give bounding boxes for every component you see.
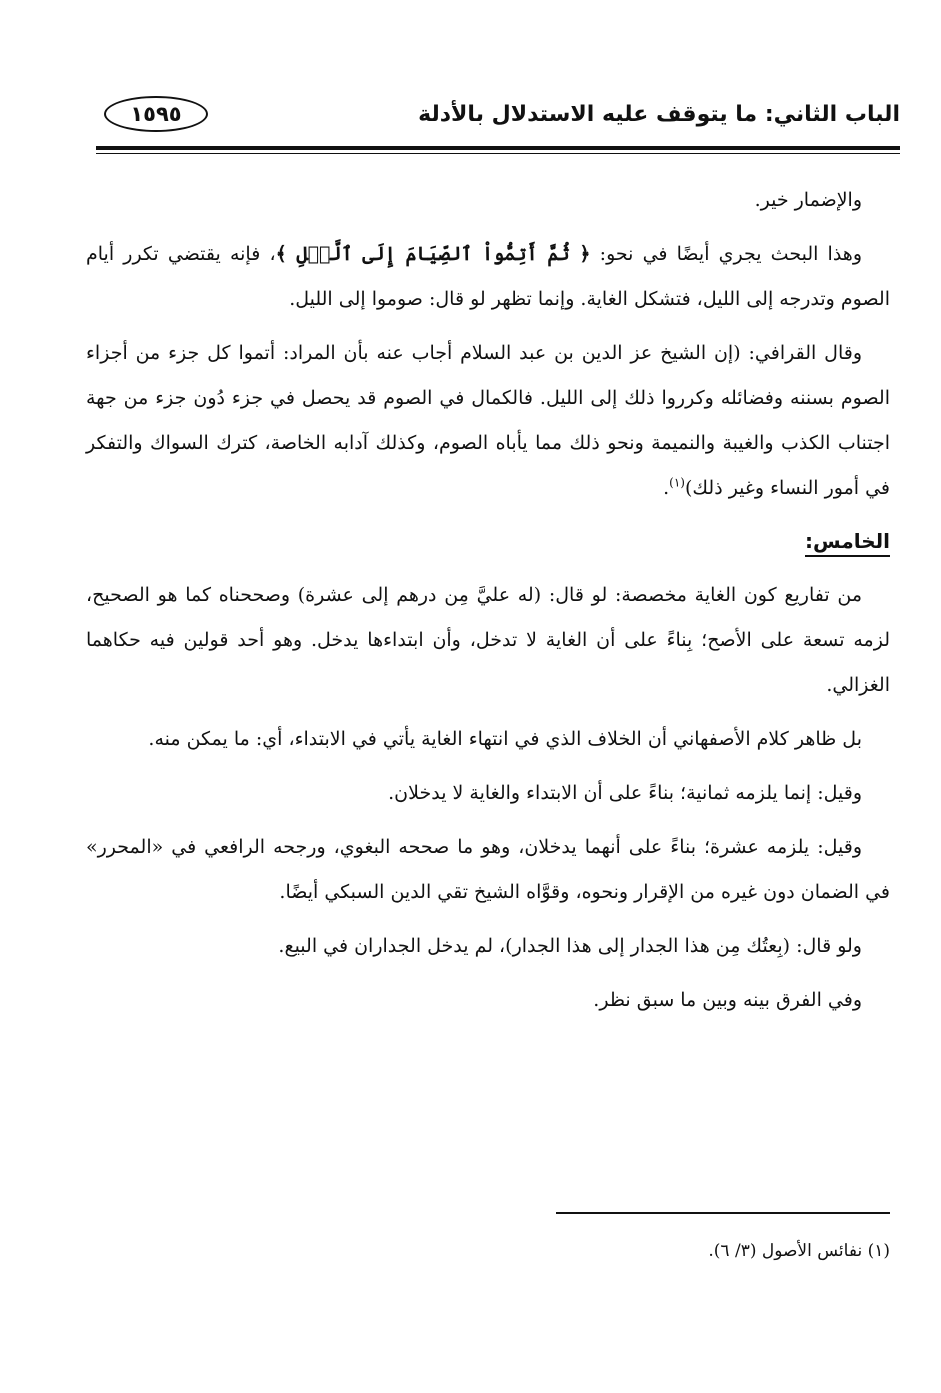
paragraph-7: وقيل: يلزمه عشرة؛ بناءً على أنهما يدخلان، وهو ما صححه البغوي، ورجحه الرافعي في «المحرر» في الضمان دون غيره من الإقرار ونحوه، وقوَّاه الشيخ تقي الدين السبكي أيضًا. bbox=[86, 836, 890, 903]
paragraph-4: من تفاريع كون الغاية مخصصة: لو قال: (له عليَّ مِن درهم إلى عشرة) وصححناه كما هو الصحيح، لزمه تسعة على الأصح؛ بِناءً على أن الغاية لا تدخل، وأن ابتداءها يدخل. وهو أحد قولين فيه حكاهما الغزالي. bbox=[86, 584, 890, 696]
chapter-title: الباب الثاني: ما يتوقف عليه الاستدلال بالأدلة bbox=[418, 102, 900, 127]
footnote-separator bbox=[556, 1212, 890, 1214]
footnote-reference[interactable]: (١) bbox=[669, 475, 685, 490]
paragraph-5: بل ظاهر كلام الأصفهاني أن الخلاف الذي في انتهاء الغاية يأتي في الابتداء، أي: ما يمكن منه. bbox=[148, 728, 862, 750]
section-heading bbox=[86, 521, 890, 561]
page-number-badge: ١٥٩٥ bbox=[104, 96, 208, 132]
quran-verse: ﴿ ثُمَّ أَتِمُّواْ ٱلصِّيَامَ إِلَى ٱلَّيۡلِ ﴾ bbox=[275, 243, 591, 265]
paragraph-8: ولو قال: (بِعتُك مِن هذا الجدار إلى هذا الجدار)، لم يدخل الجداران في البيع. bbox=[278, 935, 862, 957]
paragraph-9: وفي الفرق بينه وبين ما سبق نظر. bbox=[593, 989, 862, 1011]
paragraph-1: والإضمار خير. bbox=[754, 189, 862, 211]
footnote-1: (١) نفائس الأصول (٣/ ٦). bbox=[708, 1241, 890, 1261]
main-text bbox=[86, 178, 890, 1032]
paragraph-2-intro: وهذا البحث يجري أيضًا في نحو: bbox=[590, 243, 862, 265]
header-rule-thick bbox=[96, 146, 900, 150]
section-heading-text: الخامس: bbox=[805, 529, 890, 557]
paragraph-3-text: وقال القرافي: (إن الشيخ عز الدين بن عبد السلام أجاب عنه بأن المراد: أتموا كل جزء من أجزاء الصوم بسننه وفضائله وكرروا ذلك إلى الليل. فالكمال في الصوم قد يحصل في جزء دُون جزء من جهة اجتناب الكذب والغيبة والنميمة ونحو ذلك مما يأباه الصوم، وكذلك آدابه الخاصة، كترك السواك والتفكر في أمور النساء وغير ذلك) bbox=[86, 342, 890, 499]
paragraph-6: وقيل: إنما يلزمه ثمانية؛ بناءً على أن الابتداء والغاية لا يدخلان. bbox=[388, 782, 862, 804]
header-rule-thin bbox=[96, 153, 900, 154]
paragraph-3-end: . bbox=[663, 477, 670, 499]
paragraph-2-rest: ، فإنه يقتضي تكرر أيام الصوم وتدرجه إلى الليل، فتشكل الغاية. وإنما تظهر لو قال: صوموا إلى الليل. bbox=[86, 243, 890, 310]
paragraph-3 bbox=[86, 331, 890, 511]
page-header bbox=[96, 96, 900, 142]
paragraph-2 bbox=[86, 232, 890, 322]
